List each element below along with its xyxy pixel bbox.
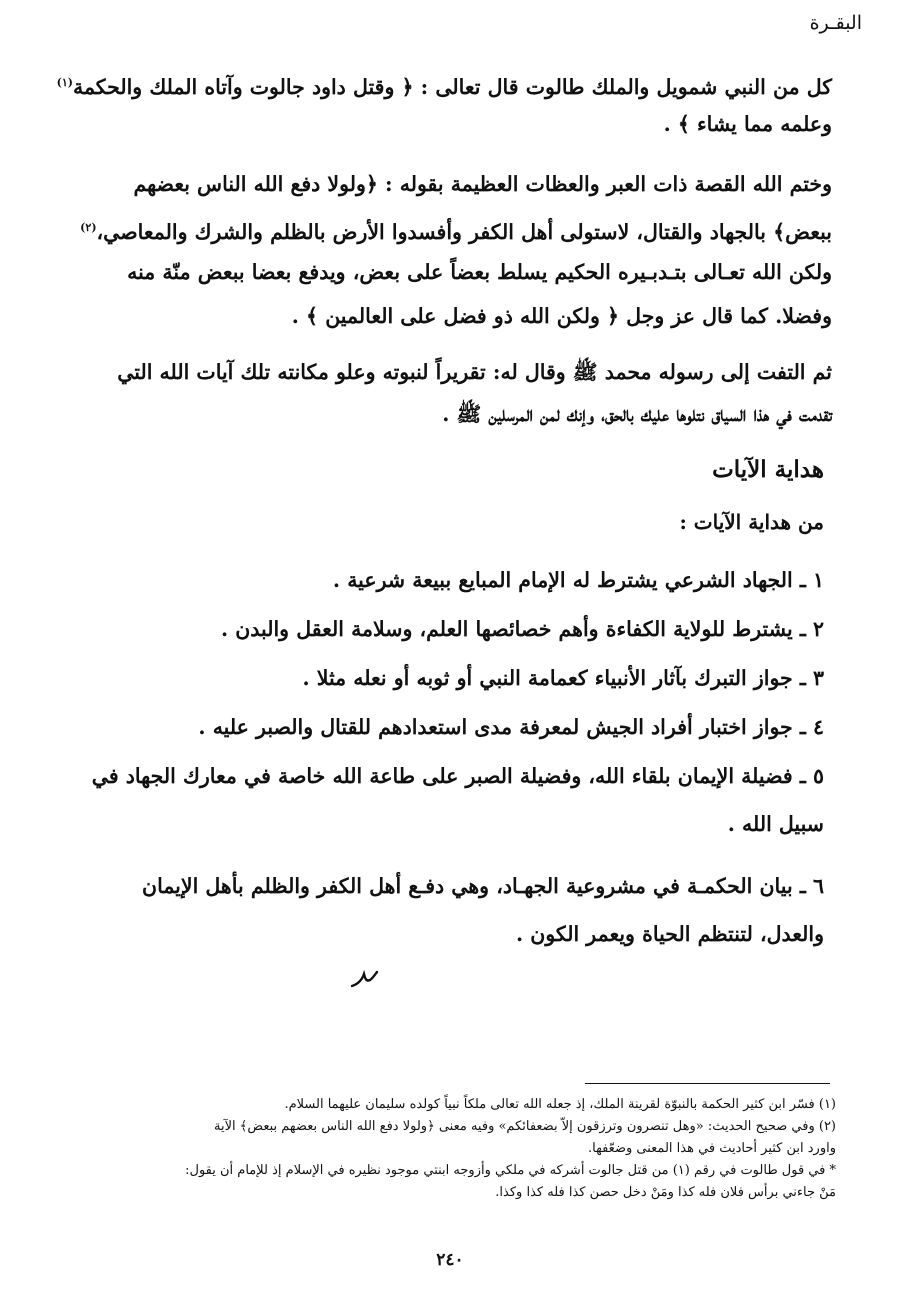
footnote-divider — [585, 1083, 830, 1084]
paragraph-3 — [68, 350, 832, 434]
text-line: ثم التفت إلى رسوله محمد ﷺ وقال له: تقريراً لنبوته وعلو مكانته تلك آيات الله التي — [117, 360, 832, 384]
list-item: ٢ ـ يشترط للولاية الكفاءة وأهم خصائصها العلم، وسلامة العقل والبدن . — [220, 617, 824, 641]
section-end-ornament — [350, 968, 380, 990]
text-line: تقدمت في هذا السياق نتلوها عليك بالحق، وإنك لمن المرسلين ﷺ . — [442, 402, 832, 426]
footnote-line: (٢) وفي صحيح الحديث: «وهل تنصرون وترزقون إلاّ بضعفائكم» وفيه معنى ﴿ولولا دفع الله الناس بعضهم ببعض﴾ الآية — [214, 1119, 836, 1134]
text-line: وفضلا. كما قال عز وجل ﴿ ولكن الله ذو فضل على العالمين ﴾ . — [291, 304, 832, 328]
commentary-text — [56, 62, 832, 434]
list-item: ١ ـ الجهاد الشرعي يشترط له الإمام المبايع ببيعة شرعية . — [332, 568, 824, 592]
list-item-line: والعدل، لتنتظم الحياة ويعمر الكون . — [515, 922, 824, 946]
list-item-line: ٦ ـ بيان الحكمـة في مشروعية الجهـاد، وهي دفـع أهل الكفر والظلم بأهل الإيمان — [142, 874, 824, 898]
footnote-ref-2[interactable]: (٢) — [80, 221, 97, 234]
list-item-line: سبيل الله . — [727, 812, 824, 836]
footnote-line: مَنْ جاءني برأس فلان فله كذا ومَنْ دخل حصن كذا فله كذا وكذا. — [495, 1185, 836, 1200]
footnote-line: * في قول طالوت في رقم (١) من قتل جالوت أشركه في ملكي وأزوجه ابنتي موجود نظيره في الإسلام إذ للإمام أن يقول: — [185, 1163, 836, 1178]
list-item-line: ٥ ـ فضيلة الإيمان بلقاء الله، وفضيلة الصبر على طاعة الله خاصة في معارك الجهاد في — [91, 764, 824, 788]
section-subheading: من هداية الآيات : — [679, 510, 824, 534]
list-item — [60, 862, 824, 958]
text-line: وختم الله القصة ذات العبر والعظات العظيمة بقوله : ﴿ولولا دفع الله الناس بعضهم — [133, 172, 832, 196]
section-heading: هداية الآيات — [712, 456, 824, 483]
page-number: ٢٤٠ — [436, 1250, 464, 1270]
list-item — [60, 752, 824, 848]
text-line: ولكن الله تعـالى بتـدبـيره الحكيم يسلط بعضاً على بعض، ويدفع بعضا ببعض منّة منه — [127, 260, 832, 284]
surah-header: البقـرة — [809, 12, 862, 34]
list-item: ٣ ـ جواز التبرك بآثار الأنبياء كعمامة النبي أو ثوبه أو نعله مثلا . — [302, 666, 824, 690]
text-line: ببعض﴾ بالجهاد والقتال، لاستولى أهل الكفر وأفسدوا الأرض بالظلم والشرك والمعاصي،$^{(٢)}$ — [80, 219, 832, 244]
paragraph-2 — [68, 162, 832, 338]
list-item: ٤ ـ جواز اختبار أفراد الجيش لمعرفة مدى استعدادهم للقتال والصبر عليه . — [198, 715, 824, 739]
text-line: وعلمه مما يشاء ﴾ . — [663, 112, 832, 136]
guidance-list — [60, 556, 824, 958]
footnotes — [66, 1094, 836, 1204]
footnote-line: (١) فسّر ابن كثير الحكمة بالنبوّة لقرينة الملك، إذ جعله الله تعالى ملكاً نبياً كولده سليمان عليهما السلام. — [284, 1097, 836, 1112]
footnote-line: واورد ابن كثير أحاديث في هذا المعنى وضعّفها. — [588, 1141, 836, 1156]
footnote-ref-1[interactable]: (١) — [56, 76, 73, 89]
text-line: كل من النبي شمويل والملك طالوت قال تعالى : ﴿ وقتل داود جالوت وآتاه الملك والحكمة$^{(١)}$ — [56, 74, 832, 99]
paragraph-1 — [56, 62, 832, 144]
